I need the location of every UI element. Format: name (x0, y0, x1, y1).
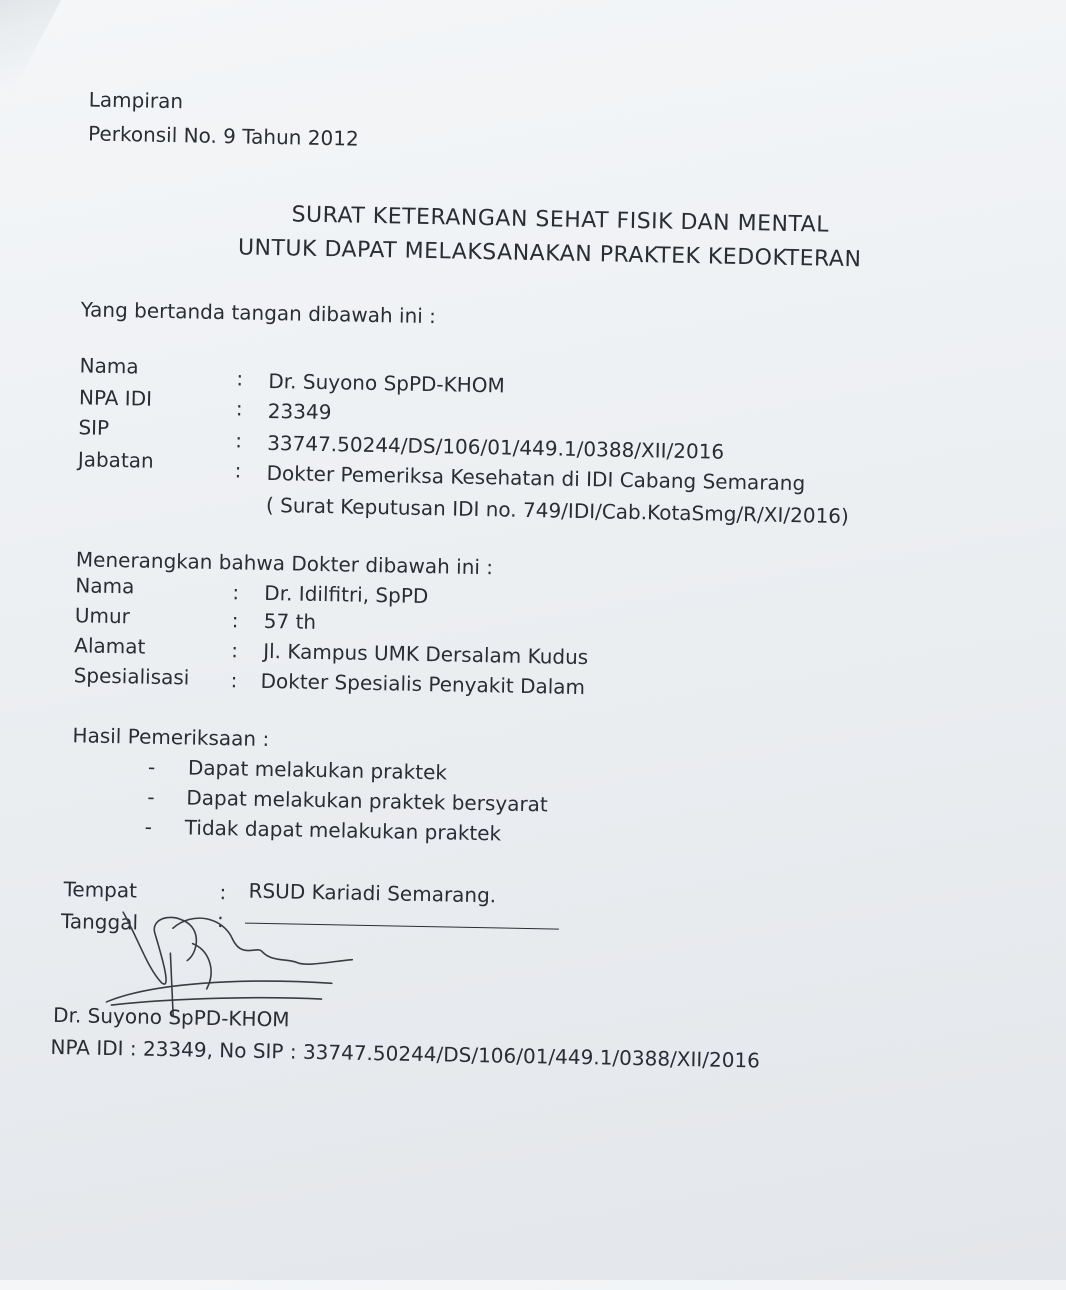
subject-nama-value: Dr. Idilfitri, SpPD (264, 580, 429, 609)
subject-umur-value: 57 th (263, 608, 317, 634)
place-tanggal-label: Tanggal (60, 909, 139, 935)
footer-signer-ids: NPA IDI : 23349, No SIP : 33747.50244/DS/106/01/449.1/0388/XII/2016 (50, 1034, 761, 1073)
signer-sip-colon: : (235, 428, 243, 453)
statement-text: Menerangkan bahwa Dokter dibawah ini : (75, 547, 494, 580)
signer-nama-value: Dr. Suyono SpPD-KHOM (268, 368, 506, 398)
signer-npa-label: NPA IDI (78, 385, 153, 411)
footer-signer-name: Dr. Suyono SpPD-KHOM (52, 1002, 290, 1032)
subject-umur-colon: : (231, 608, 239, 633)
place-tempat-value: RSUD Kariadi Semarang. (248, 878, 497, 908)
signer-nama-colon: : (236, 366, 244, 391)
subject-spesialisasi-label: Spesialisasi (73, 663, 190, 690)
result-dash-1: - (147, 754, 156, 779)
signer-nama-label: Nama (79, 353, 139, 379)
subject-alamat-label: Alamat (74, 633, 146, 659)
subject-alamat-value: Jl. Kampus UMK Dersalam Kudus (262, 638, 589, 670)
result-item-2: Dapat melakukan praktek bersyarat (186, 785, 549, 817)
header-perkonsil: Perkonsil No. 9 Tahun 2012 (87, 121, 359, 151)
place-tempat-colon: : (219, 880, 227, 905)
subject-nama-label: Nama (75, 573, 135, 599)
intro-text: Yang bertanda tangan dibawah ini : (80, 297, 437, 329)
place-tanggal-colon: : (216, 908, 225, 933)
results-heading: Hasil Pemeriksaan : (72, 723, 270, 752)
signer-sip-label: SIP (78, 415, 110, 440)
signer-jabatan-note: ( Surat Keputusan IDI no. 749/IDI/Cab.KotaSmg/R/XI/2016) (265, 492, 850, 529)
result-dash-3: - (144, 814, 153, 839)
subject-spesialisasi-colon: : (230, 668, 238, 693)
signer-jabatan-colon: : (234, 458, 242, 483)
title-line-1: SURAT KETERANGAN SEHAT FISIK DAN MENTAL (291, 202, 830, 238)
signer-sip-value: 33747.50244/DS/106/01/449.1/0388/XII/2016 (266, 430, 725, 464)
subject-alamat-colon: : (230, 638, 239, 663)
handwritten-signature (91, 897, 373, 1022)
subject-umur-label: Umur (74, 603, 131, 629)
subject-nama-colon: : (232, 580, 240, 605)
signer-jabatan-value: Dokter Pemeriksa Kesehatan di IDI Cabang Semarang (266, 460, 806, 496)
signer-npa-value: 23349 (267, 398, 332, 425)
result-item-3: Tidak dapat melakukan praktek (184, 815, 502, 846)
title-line-2: UNTUK DAPAT MELAKSANAKAN PRAKTEK KEDOKTERAN (237, 235, 862, 273)
result-dash-2: - (147, 784, 155, 809)
subject-spesialisasi-value: Dokter Spesialis Penyakit Dalam (260, 668, 586, 700)
result-item-1: Dapat melakukan praktek (187, 755, 448, 785)
signer-npa-colon: : (235, 396, 243, 421)
place-tempat-label: Tempat (63, 877, 138, 903)
signer-jabatan-label: Jabatan (77, 447, 154, 473)
header-lampiran: Lampiran (88, 87, 184, 114)
